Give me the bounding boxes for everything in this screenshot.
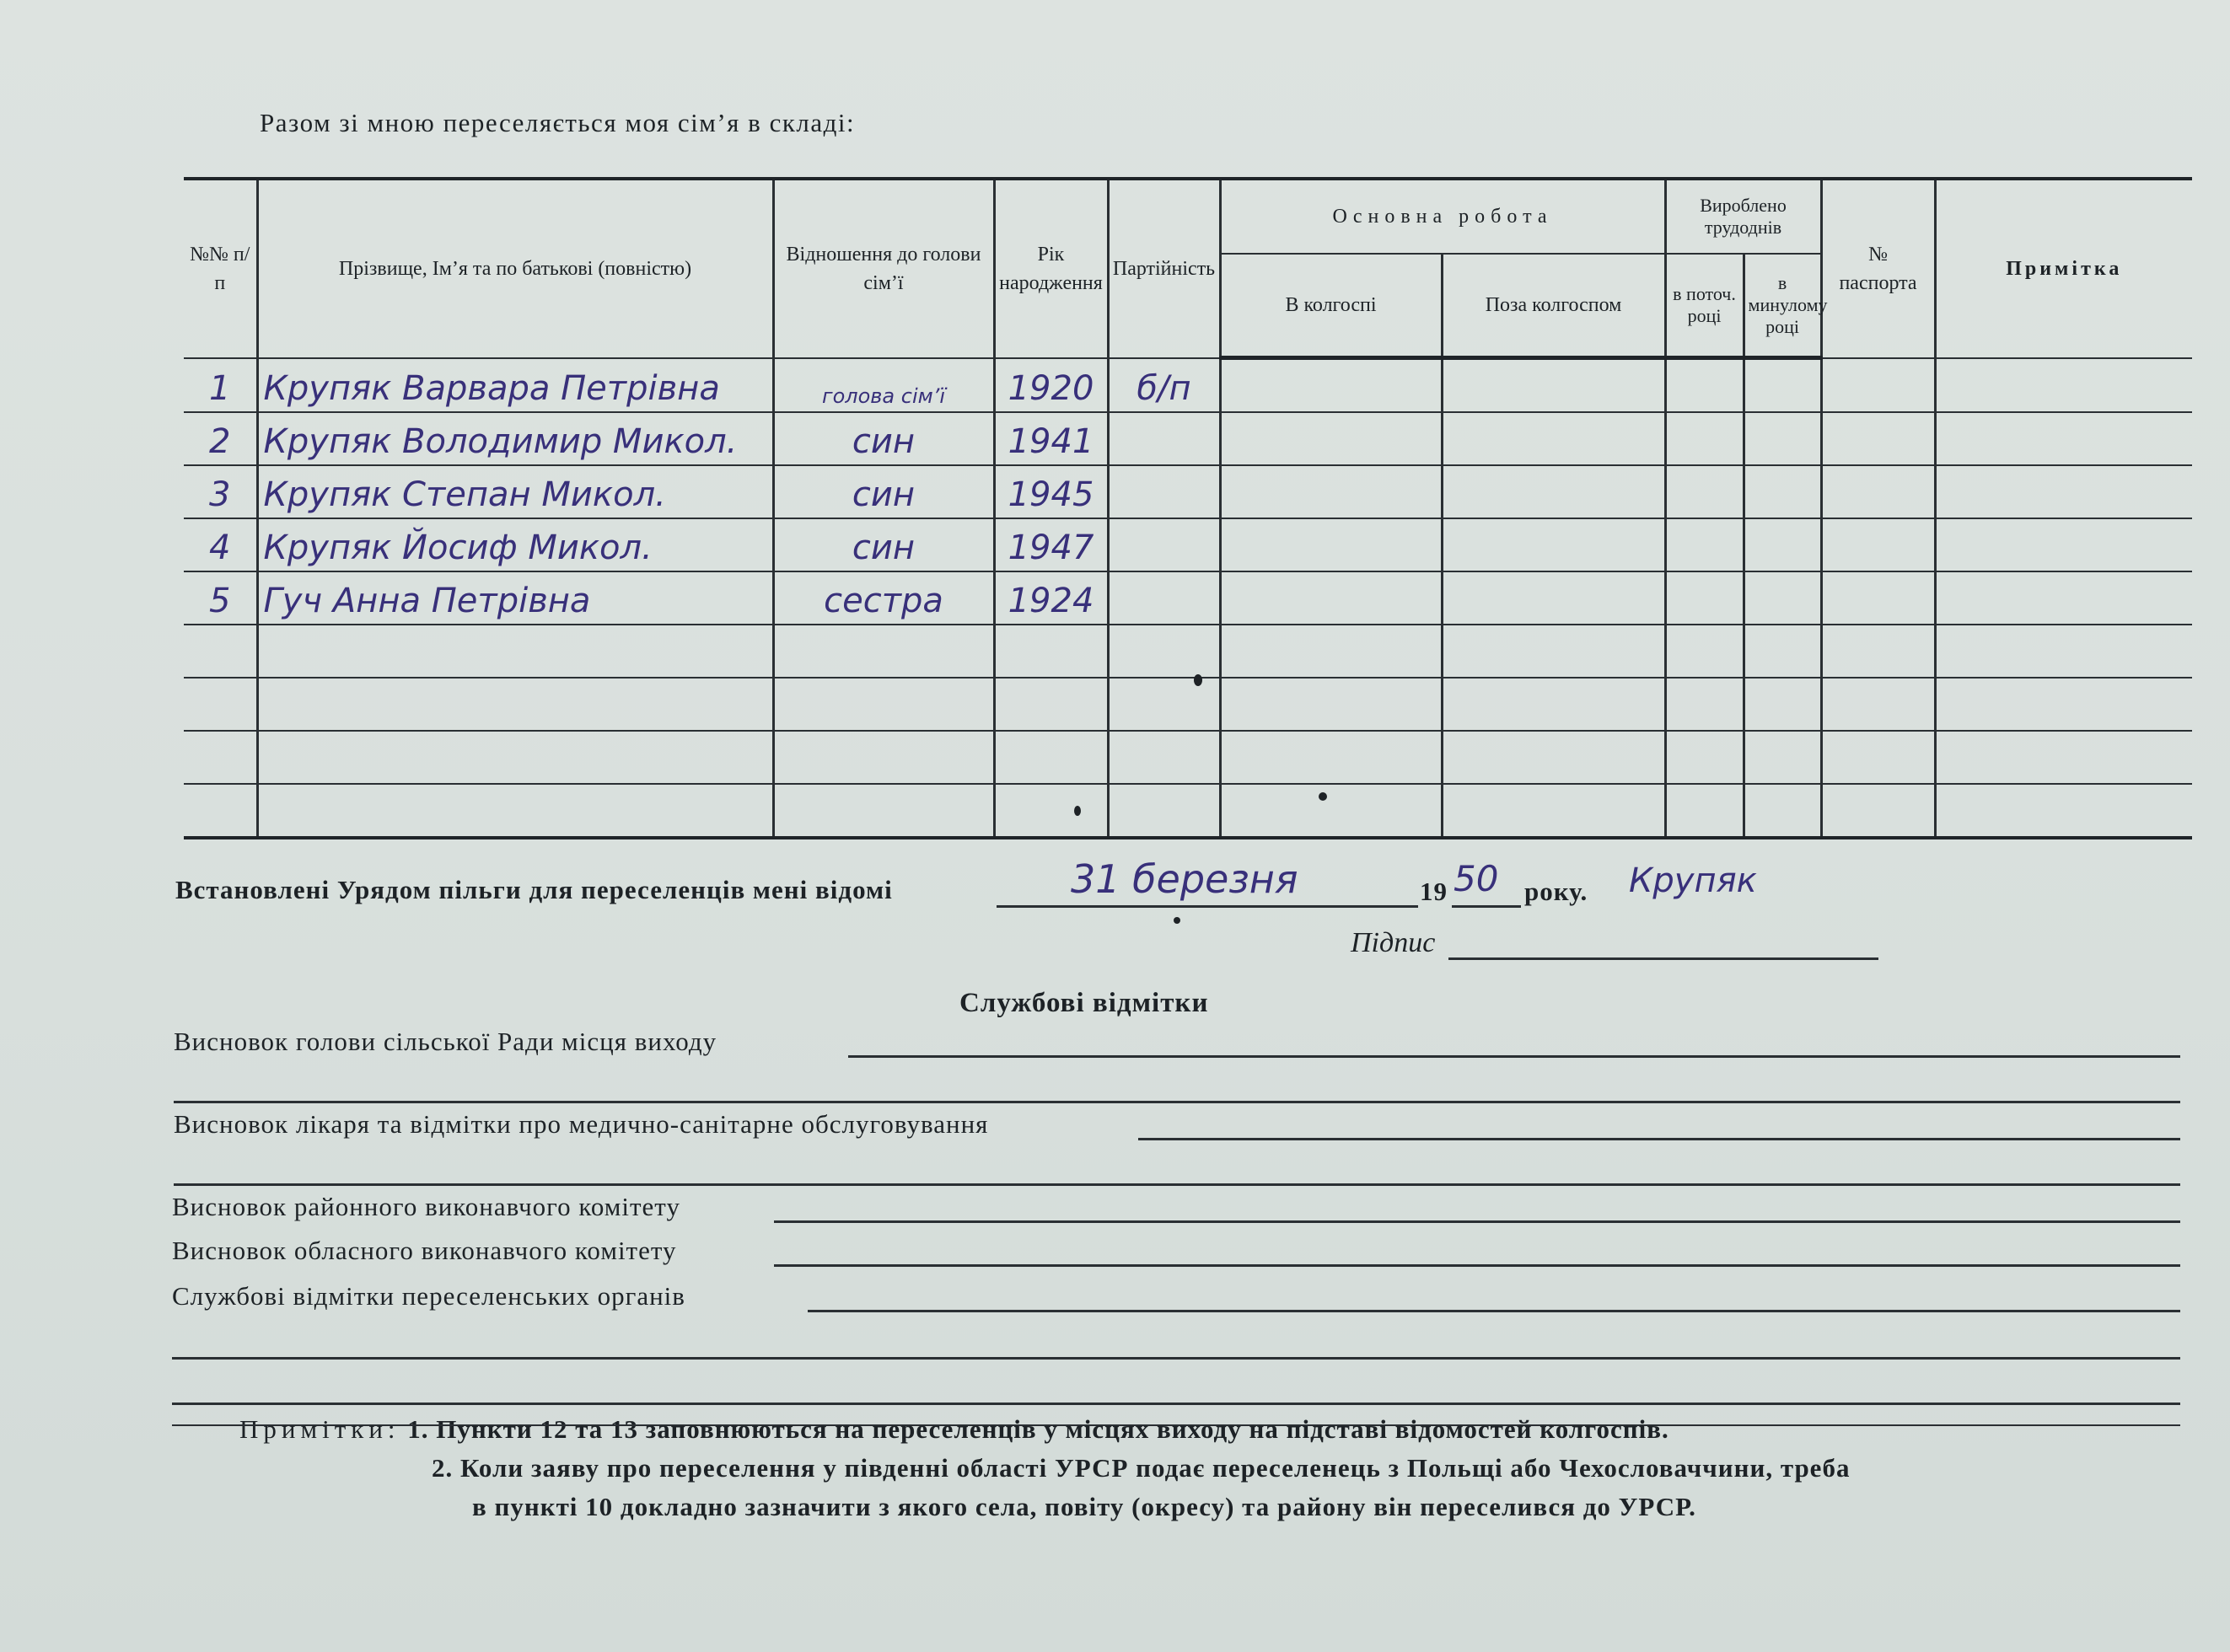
header-past-year: в минулому році <box>1744 254 1821 358</box>
row-party <box>1108 518 1220 571</box>
header-party: Партійність <box>1108 179 1220 358</box>
doctor-label: Висновок лікаря та відмітки про медично-санітарне обслуговування <box>174 1109 989 1139</box>
row-relation: син <box>773 518 994 571</box>
table-header-row <box>184 179 2192 254</box>
row-cell <box>1935 358 2192 413</box>
row-year: 1945 <box>994 465 1108 518</box>
signature-handwritten: Крупяк <box>1629 861 1757 900</box>
row-cell <box>1935 625 2192 678</box>
row-party <box>1108 731 1220 784</box>
row-year <box>994 678 1108 731</box>
footnote-1 <box>239 1414 1669 1445</box>
row-name <box>257 731 773 784</box>
resettlement-label: Службові відмітки переселенських органів <box>172 1281 685 1311</box>
service-heading: Службові відмітки <box>959 988 1209 1018</box>
row-name: Крупяк Володимир Микол. <box>257 412 773 465</box>
header-passport-label: паспорта <box>1839 271 1917 294</box>
row-party <box>1108 678 1220 731</box>
row-cell <box>1665 358 1744 413</box>
row-num: 4 <box>184 518 257 571</box>
year-prefix: 19 <box>1420 877 1448 906</box>
header-main-work: Основна робота <box>1220 179 1665 254</box>
year-rule <box>1452 905 1521 908</box>
header-in-kolkhoz: В колгоспі <box>1220 254 1442 358</box>
family-table <box>184 177 2192 839</box>
header-passport-no: № <box>1868 243 1888 266</box>
table-row <box>184 358 2192 413</box>
ink-speck <box>1174 917 1180 924</box>
row-cell <box>1442 465 1665 518</box>
blank-rule <box>172 1357 2180 1360</box>
signature-rule <box>1448 957 1878 960</box>
row-name <box>257 784 773 838</box>
blank-rule <box>174 1101 2180 1103</box>
header-num: №№ п/п <box>184 179 257 358</box>
header-workdays: Вироблено трудоднів <box>1665 179 1821 254</box>
row-cell <box>1935 678 2192 731</box>
row-cell <box>1821 625 1935 678</box>
row-cell <box>1935 731 2192 784</box>
row-cell <box>1821 518 1935 571</box>
row-cell <box>1744 518 1821 571</box>
row-cell <box>1665 412 1744 465</box>
row-cell <box>1220 465 1442 518</box>
header-name: Прізвище, Ім’я та по батькові (повністю) <box>257 179 773 358</box>
row-name: Крупяк Йосиф Микол. <box>257 518 773 571</box>
row-cell <box>1665 678 1744 731</box>
row-cell <box>1665 731 1744 784</box>
row-cell <box>1220 412 1442 465</box>
row-cell <box>1821 465 1935 518</box>
row-cell <box>1220 358 1442 413</box>
intro-text: Разом зі мною переселяється моя сім’я в складі: <box>260 108 856 137</box>
row-name <box>257 678 773 731</box>
row-year <box>994 784 1108 838</box>
row-party <box>1108 571 1220 625</box>
district-label: Висновок районного виконавчого комітету <box>172 1192 680 1221</box>
village-council-label: Висновок голови сільської Ради місця виходу <box>174 1027 717 1056</box>
row-relation <box>773 625 994 678</box>
row-cell <box>1220 678 1442 731</box>
row-party <box>1108 625 1220 678</box>
benefits-text: Встановлені Урядом пільги для переселенців мені відомі <box>175 875 893 904</box>
row-cell <box>1821 358 1935 413</box>
doctor-rule <box>1138 1138 2180 1140</box>
header-passport <box>1821 179 1935 358</box>
header-outside-kolkhoz: Поза колгоспом <box>1442 254 1665 358</box>
row-year <box>994 625 1108 678</box>
ink-speck <box>1319 792 1327 801</box>
row-cell <box>1442 731 1665 784</box>
row-cell <box>1442 412 1665 465</box>
row-cell <box>1744 678 1821 731</box>
row-relation: син <box>773 412 994 465</box>
row-cell <box>1442 358 1665 413</box>
footnote-2-line-1: 2. Коли заяву про переселення у південні області УРСР подає переселенець з Польщі або Чехословаччини, треба <box>432 1453 1851 1483</box>
row-name: Крупяк Варвара Петрівна <box>257 358 773 413</box>
footnote-2-line-2: в пункті 10 докладно зазначити з якого села, повіту (окресу) та району він переселився до УРСР. <box>472 1492 1696 1521</box>
row-cell <box>1744 358 1821 413</box>
row-num: 5 <box>184 571 257 625</box>
row-cell <box>1665 571 1744 625</box>
row-relation <box>773 358 994 413</box>
table-row <box>184 625 2192 678</box>
table-row <box>184 412 2192 465</box>
year-suffix: року. <box>1524 877 1588 906</box>
row-num: 2 <box>184 412 257 465</box>
header-year: Рік народження <box>994 179 1108 358</box>
header-note: Примітка <box>1935 179 2192 358</box>
row-cell <box>1935 518 2192 571</box>
table-row <box>184 784 2192 838</box>
row-cell <box>1442 518 1665 571</box>
row-name: Крупяк Степан Микол. <box>257 465 773 518</box>
row-num: 1 <box>184 358 257 413</box>
table-row <box>184 465 2192 518</box>
row-num <box>184 625 257 678</box>
row-cell <box>1665 518 1744 571</box>
row-party: б/п <box>1108 358 1220 413</box>
row-cell <box>1442 784 1665 838</box>
row-cell <box>1442 678 1665 731</box>
row-cell <box>1935 571 2192 625</box>
row-year: 1924 <box>994 571 1108 625</box>
row-party <box>1108 465 1220 518</box>
year-handwritten: 50 <box>1454 858 1499 899</box>
regional-rule <box>774 1264 2180 1267</box>
row-num <box>184 731 257 784</box>
row-cell <box>1220 784 1442 838</box>
row-year <box>994 731 1108 784</box>
row-relation: сестра <box>773 571 994 625</box>
row-relation-text: голова сім’ї <box>821 384 946 408</box>
row-cell <box>1665 784 1744 838</box>
row-year: 1947 <box>994 518 1108 571</box>
row-cell <box>1665 625 1744 678</box>
table-row <box>184 518 2192 571</box>
row-cell <box>1442 625 1665 678</box>
row-relation <box>773 678 994 731</box>
row-cell <box>1744 731 1821 784</box>
table-row <box>184 731 2192 784</box>
row-num <box>184 784 257 838</box>
row-cell <box>1665 465 1744 518</box>
row-cell <box>1220 571 1442 625</box>
row-cell <box>1821 678 1935 731</box>
row-cell <box>1744 625 1821 678</box>
row-cell <box>1442 571 1665 625</box>
regional-label: Висновок обласного виконавчого комітету <box>172 1236 677 1265</box>
row-cell <box>1220 625 1442 678</box>
row-cell <box>1744 465 1821 518</box>
date-rule <box>997 905 1418 908</box>
blank-rule <box>174 1183 2180 1186</box>
row-cell <box>1744 571 1821 625</box>
row-cell <box>1935 784 2192 838</box>
row-party <box>1108 412 1220 465</box>
row-party <box>1108 784 1220 838</box>
footnote-rule <box>172 1424 2180 1426</box>
row-year: 1920 <box>994 358 1108 413</box>
row-num <box>184 678 257 731</box>
ink-speck <box>1194 674 1202 686</box>
row-relation <box>773 784 994 838</box>
header-current-year: в поточ. році <box>1665 254 1744 358</box>
ink-speck <box>1074 806 1081 816</box>
row-name <box>257 625 773 678</box>
header-relation: Відношення до голови сім’ї <box>773 179 994 358</box>
row-year: 1941 <box>994 412 1108 465</box>
signature-label: Підпис <box>1351 927 1436 958</box>
blank-rule <box>172 1403 2180 1405</box>
row-cell <box>1821 784 1935 838</box>
table-row <box>184 678 2192 731</box>
row-cell <box>1821 571 1935 625</box>
table-row <box>184 571 2192 625</box>
row-name: Гуч Анна Петрівна <box>257 571 773 625</box>
resettlement-rule <box>808 1310 2180 1312</box>
village-council-rule <box>848 1055 2180 1058</box>
footnote-1-text: 1. Пункти 12 та 13 заповнюються на переселенців у місцях виходу на підставі відомостей колгоспів. <box>407 1414 1669 1444</box>
row-cell <box>1220 731 1442 784</box>
row-relation <box>773 731 994 784</box>
row-relation: син <box>773 465 994 518</box>
row-cell <box>1821 412 1935 465</box>
district-rule <box>774 1220 2180 1223</box>
footnote-label: Примітки: <box>239 1414 400 1444</box>
row-cell <box>1744 784 1821 838</box>
row-cell <box>1744 412 1821 465</box>
row-cell <box>1935 465 2192 518</box>
row-cell <box>1935 412 2192 465</box>
row-num: 3 <box>184 465 257 518</box>
row-cell <box>1821 731 1935 784</box>
benefits-date: 31 березня <box>1071 856 1298 902</box>
row-cell <box>1220 518 1442 571</box>
